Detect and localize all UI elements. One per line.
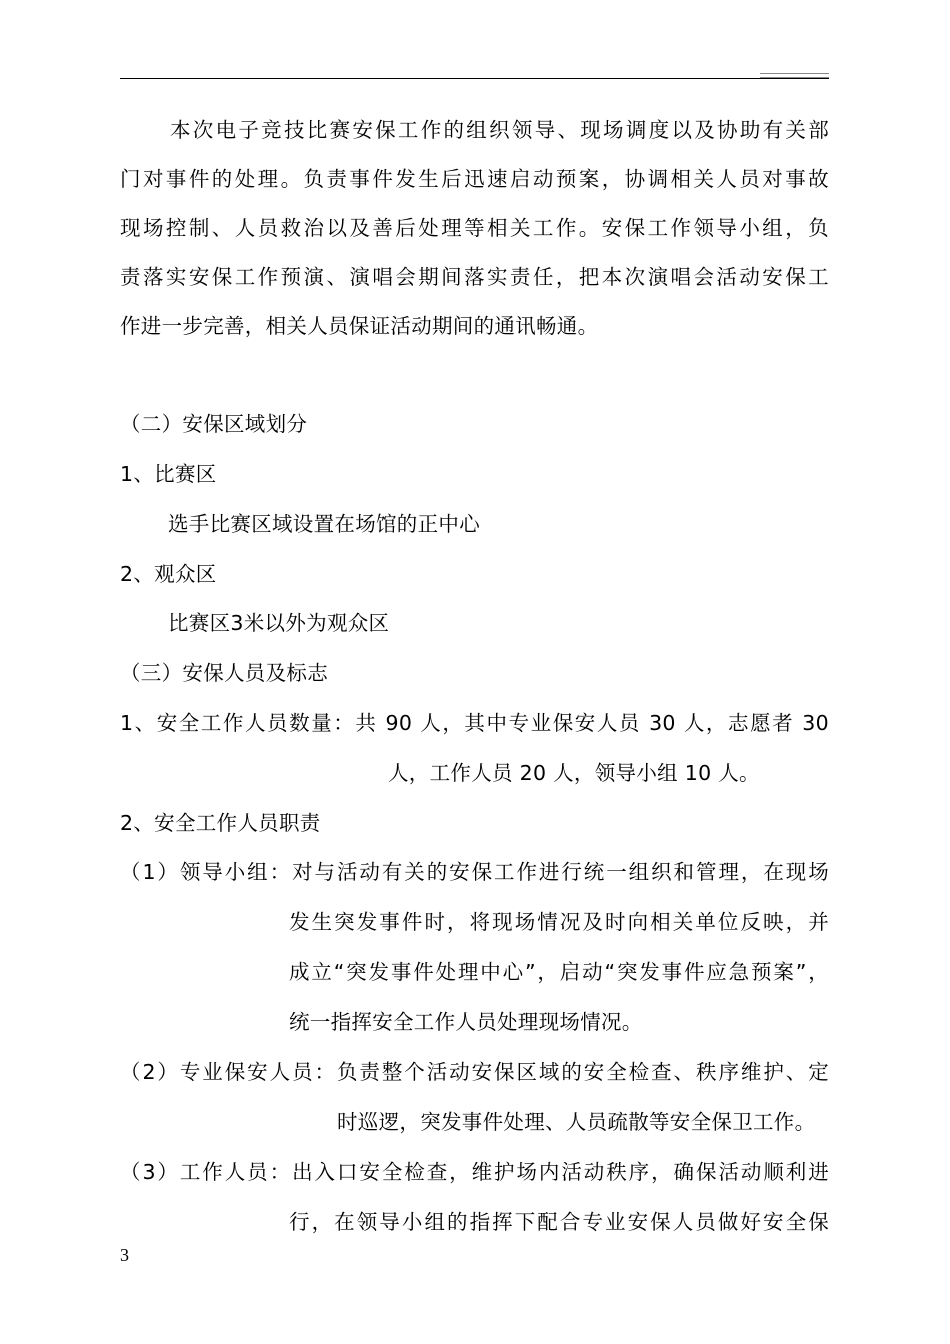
duties-heading: 2、安全工作人员职责 <box>120 811 321 835</box>
duty-line: （1）领导小组：对与活动有关的安保工作进行统一组织和管理，在现场 <box>120 860 829 884</box>
paragraph-line: 门对事件的处理。负责事件发生后迅速启动预案，协调相关人员对事故 <box>120 167 829 191</box>
header-rule-small-top <box>760 73 829 74</box>
duty-line: （3）工作人员：出入口安全检查，维护场内活动秩序，确保活动顺利进 <box>120 1160 829 1184</box>
paragraph-line: 现场控制、人员救治以及善后处理等相关工作。安保工作领导小组，负 <box>120 216 829 240</box>
duty-line: 统一指挥安全工作人员处理现场情况。 <box>289 1010 643 1034</box>
section-heading: （三）安保人员及标志 <box>120 661 328 685</box>
duty-line: 发生突发事件时，将现场情况及时向相关单位反映，并 <box>289 910 829 934</box>
duty-line: 时巡逻，突发事件处理、人员疏散等安全保卫工作。 <box>337 1110 816 1134</box>
paragraph-line: 本次电子竞技比赛安保工作的组织领导、现场调度以及协助有关部 <box>170 118 829 142</box>
duty-line: （2）专业保安人员：负责整个活动安保区域的安全检查、秩序维护、定 <box>120 1060 829 1084</box>
list-item-text: 比赛区3米以外为观众区 <box>168 611 390 635</box>
staff-count-line: 1、安全工作人员数量：共 90 人，其中专业保安人员 30 人，志愿者 30 <box>120 711 829 735</box>
list-item-label: 1、比赛区 <box>120 462 217 486</box>
paragraph-line: 责落实安保工作预演、演唱会期间落实责任，把本次演唱会活动安保工 <box>120 265 829 289</box>
paragraph-line: 作进一步完善，相关人员保证活动期间的通讯畅通。 <box>120 314 599 338</box>
header-rule <box>120 78 829 79</box>
duty-line: 行，在领导小组的指挥下配合专业安保人员做好安全保 <box>289 1210 829 1234</box>
staff-count-line: 人，工作人员 20 人，领导小组 10 人。 <box>388 761 760 785</box>
section-heading: （二）安保区域划分 <box>120 412 308 436</box>
header-rule-small-bottom <box>760 77 829 78</box>
list-item-label: 2、观众区 <box>120 562 217 586</box>
page-number: 3 <box>120 1245 129 1265</box>
list-item-text: 选手比赛区域设置在场馆的正中心 <box>168 512 480 536</box>
duty-line: 成立“突发事件处理中心”，启动“突发事件应急预案”， <box>289 960 829 984</box>
